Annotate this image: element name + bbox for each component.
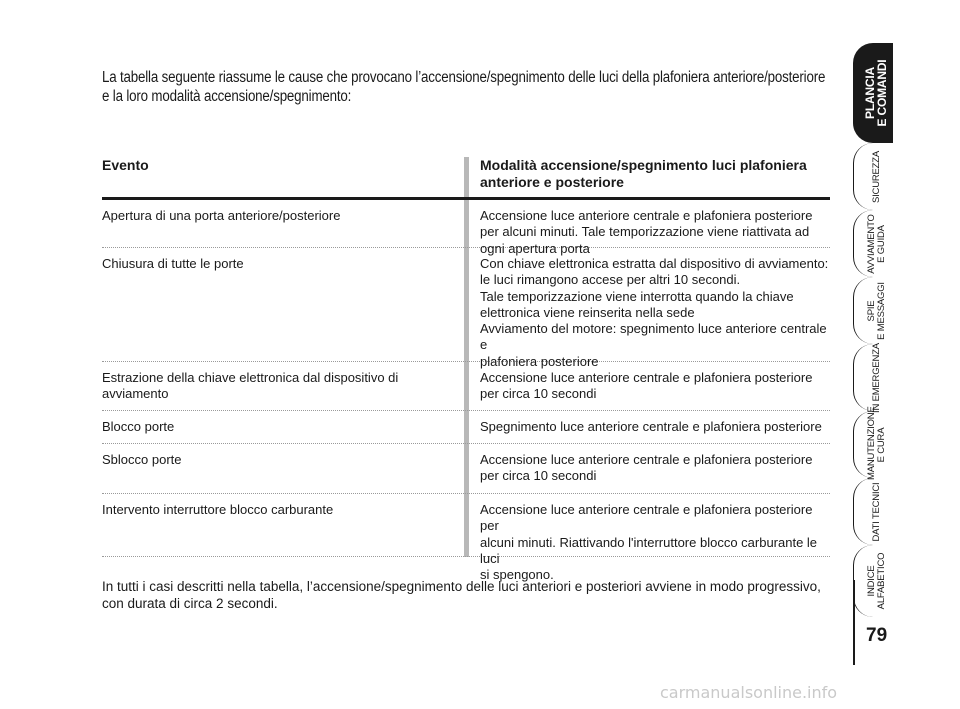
event-cell: Chiusura di tutte le porte — [102, 256, 244, 271]
tab-label: IN EMERGENZA — [871, 342, 882, 413]
tab-label: SPIE E MESSAGGI — [866, 281, 887, 340]
event-cell: Estrazione della chiave elettronica dal dispositivo di avviamento — [102, 370, 399, 402]
table-row — [102, 362, 830, 411]
table-row — [102, 444, 830, 494]
table-row — [102, 411, 830, 444]
tab-sicurezza[interactable] — [853, 143, 893, 210]
tab-spie-e-messaggi[interactable] — [853, 277, 893, 344]
tab-indice-alfabetico[interactable] — [853, 545, 893, 617]
tab-label: INDICE ALFABETICO — [866, 552, 887, 610]
tab-label: MANUTENZIONE E CURA — [866, 405, 887, 480]
mode-cell: Spegnimento luce anteriore centrale e plafoniera posteriore — [480, 419, 822, 434]
table-row — [102, 248, 830, 369]
table-header — [102, 157, 830, 200]
event-cell: Apertura di una porta anteriore/posteriore — [102, 208, 341, 223]
chapter-sidebar — [853, 43, 960, 663]
tab-label: SICUREZZA — [871, 150, 882, 203]
event-cell: Sblocco porte — [102, 452, 182, 467]
outro-paragraph: In tutti i casi descritti nella tabella, l’accensione/spegnimento delle luci anteriori e posteriori avviene in modo progressivo, con durata di circa 2 secondi. — [102, 579, 821, 611]
tab-label: PLANCIA E COMANDI — [863, 59, 889, 127]
tab-label: AVVIAMENTO E GUIDA — [866, 213, 887, 274]
mode-cell: Accensione luce anteriore centrale e plafoniera posteriore per circa 10 secondi — [480, 452, 813, 484]
mode-cell: Accensione luce anteriore centrale e plafoniera posteriore per circa 10 secondi — [480, 370, 813, 402]
table-row — [102, 494, 830, 583]
mode-cell: Accensione luce anteriore centrale e plafoniera posteriore per alcuni minuti. Riattivando l'interruttore blocco carburante le luci si spengono. — [480, 502, 818, 583]
table-row — [102, 200, 830, 256]
tab-manutenzione-e-cura[interactable] — [853, 405, 893, 480]
sidebar-rule — [853, 580, 855, 665]
header-mode: Modalità accensione/spegnimento luci plafoniera anteriore e posteriore — [480, 157, 807, 190]
tab-dati-tecnici[interactable] — [853, 478, 893, 545]
watermark-text: carmanualsonline.info — [660, 683, 838, 702]
header-event: Evento — [102, 157, 149, 173]
tab-avviamento-e-guida[interactable] — [853, 210, 893, 277]
events-table — [102, 157, 830, 583]
page-number: 79 — [866, 625, 888, 646]
event-cell: Intervento interruttore blocco carburante — [102, 502, 334, 517]
intro-paragraph: La tabella seguente riassume le cause che provocano l’accensione/spegnimento delle luci della plafoniera anteriore/posteriore e la loro modalità accensione/spegnimento: — [102, 69, 826, 105]
mode-cell: Con chiave elettronica estratta dal dispositivo di avviamento: le luci rimangono accese per altri 10 secondi. Tale temporizzazione viene interrotta quando la chiave elettronica viene reinserita nella sede Avviamento del motore: spegnimento luce anteriore centrale e plafoniera posteriore — [480, 256, 829, 369]
mode-cell: Accensione luce anteriore centrale e plafoniera posteriore per alcuni minuti. Tale temporizzazione viene riattivata ad ogni apertura porta — [480, 208, 813, 256]
tab-in-emergenza[interactable] — [853, 344, 893, 411]
event-cell: Blocco porte — [102, 419, 175, 434]
tab-plancia-e-comandi[interactable] — [853, 43, 893, 143]
tab-label: DATI TECNICI — [871, 482, 882, 542]
